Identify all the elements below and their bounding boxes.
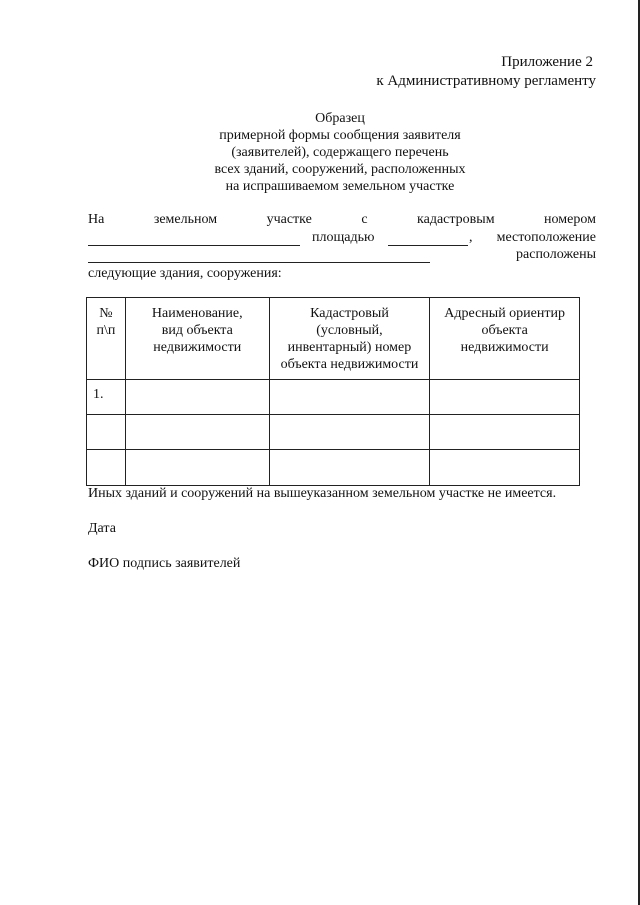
title-line-3: (заявителей), содержащего перечень	[231, 145, 449, 160]
word-land: земельном	[153, 212, 218, 227]
table-cell[interactable]	[430, 450, 580, 486]
location-label: местоположение	[496, 230, 596, 245]
table-cell[interactable]: 1.	[87, 380, 126, 415]
table-cell[interactable]	[269, 380, 430, 415]
title-line-1: Образец	[315, 111, 365, 126]
table-cell[interactable]	[269, 415, 430, 450]
col-header-cadastral	[269, 298, 430, 380]
area-label: площадью	[312, 230, 375, 245]
header-text: №	[99, 306, 113, 321]
area-blank[interactable]	[388, 245, 468, 246]
location-blank[interactable]	[88, 262, 430, 263]
comma: ,	[469, 230, 473, 245]
located-label: расположены	[516, 247, 596, 262]
buildings-table	[86, 297, 580, 486]
word-na: На	[88, 212, 105, 227]
appendix-number: Приложение 2	[501, 54, 593, 70]
header-text: Кадастровый	[310, 306, 389, 321]
header-text: вид объекта	[161, 323, 233, 338]
col-header-name	[125, 298, 269, 380]
cadastral-number-blank[interactable]	[88, 245, 300, 246]
title-line-5: на испрашиваемом земельном участке	[225, 179, 455, 194]
title-line-2: примерной формы сообщения заявителя	[219, 128, 461, 143]
header-text: недвижимости	[460, 340, 549, 355]
header-text: объекта недвижимости	[280, 357, 419, 372]
word-plot: участке	[266, 212, 312, 227]
table-row	[87, 450, 580, 486]
table-row	[87, 380, 580, 415]
header-text: Наименование,	[151, 306, 243, 321]
table-header-row	[87, 298, 580, 380]
table-cell[interactable]	[125, 450, 269, 486]
header-text: объекта	[481, 323, 528, 338]
header-text: п\п	[96, 323, 116, 338]
table-cell[interactable]	[125, 415, 269, 450]
table-cell[interactable]	[125, 380, 269, 415]
word-with: с	[361, 212, 368, 227]
table-cell[interactable]	[87, 450, 126, 486]
table-cell[interactable]	[430, 415, 580, 450]
no-other-buildings-statement: Иных зданий и сооружений на вышеуказанном земельном участке не имеется.	[88, 486, 557, 501]
header-text: недвижимости	[153, 340, 242, 355]
table-row	[87, 415, 580, 450]
table-cell[interactable]	[87, 415, 126, 450]
title-line-4: всех зданий, сооружений, расположенных	[214, 162, 466, 177]
header-text: Адресный ориентир	[444, 306, 565, 321]
word-cadastral: кадастровым	[417, 212, 495, 227]
header-text: (условный,	[316, 323, 383, 338]
buildings-intro: следующие здания, сооружения:	[88, 266, 282, 281]
intro-line-1	[88, 212, 596, 228]
col-header-number	[87, 298, 126, 380]
col-header-address	[430, 298, 580, 380]
applicant-signature-label: ФИО подпись заявителей	[88, 556, 241, 571]
date-label: Дата	[88, 521, 116, 536]
document-title	[160, 110, 520, 195]
header-text: инвентарный) номер	[287, 340, 412, 355]
table-cell[interactable]	[430, 380, 580, 415]
regulation-reference: к Административному регламенту	[376, 73, 596, 89]
table-cell[interactable]	[269, 450, 430, 486]
word-number: номером	[544, 212, 596, 227]
